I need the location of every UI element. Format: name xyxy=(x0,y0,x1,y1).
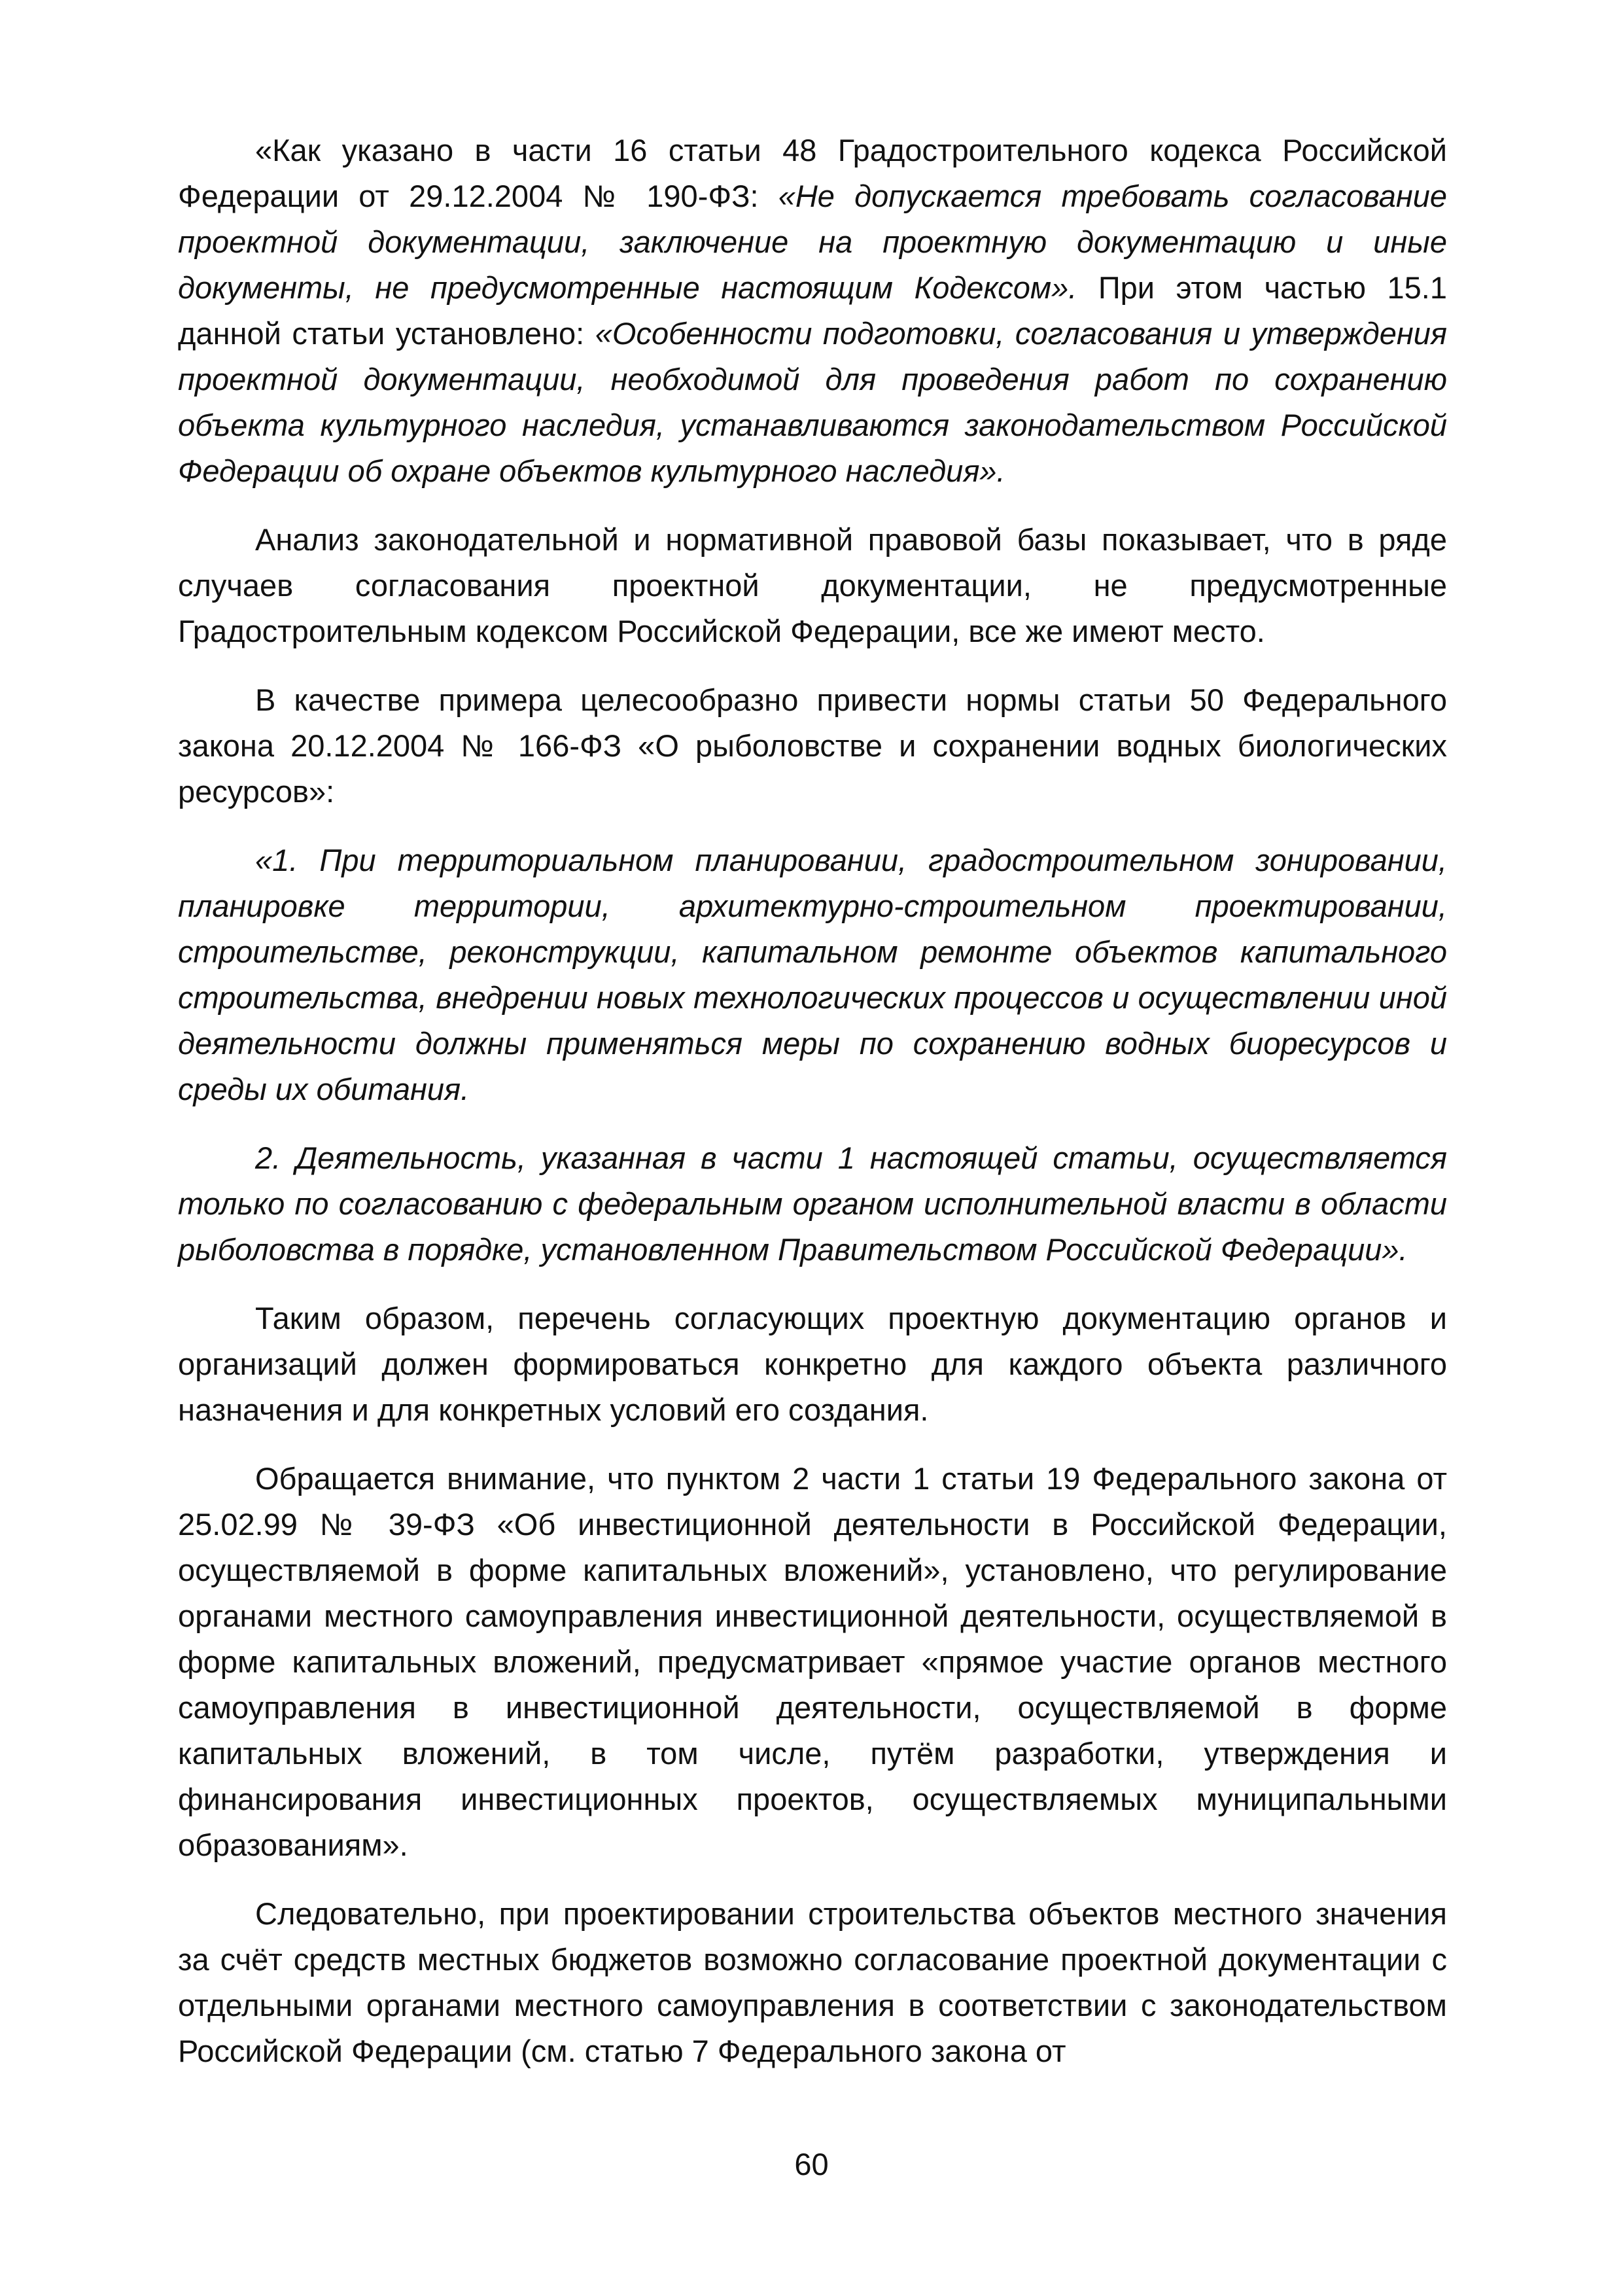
paragraph-1-text-c: При этом частью 15.1 данной статьи установлено: xyxy=(178,270,1448,351)
quoted-clause-1-text: «1. При территориальном планировании, градостроительном зонировании, планировке территории, архитектурно-строительном проектировании, строительстве, реконструкции, капитальном ремонте объектов капитального строительства, внедрении новых технологических процессов и осуществлении иной деятельности должны применяться меры по сохранению водных биоресурсов и среды их обитания. xyxy=(178,843,1447,1106)
quoted-clause-1 xyxy=(178,838,1447,1112)
paragraph-1-text-a: «Как указано в части 16 статьи 48 Градостроительного кодекса Российской Федерации от 29.12.2004 № 190-ФЗ: xyxy=(178,133,1447,213)
page-number: 60 xyxy=(794,2147,829,2181)
quoted-clause-2 xyxy=(178,1135,1447,1273)
paragraph-2: Анализ законодательной и нормативной правовой базы показывает, что в ряде случаев согласования проектной документации, не предусмотренные Градостроительным кодексом Российской Федерации, все же имеют место. xyxy=(178,522,1447,648)
paragraph-7: Обращается внимание, что пунктом 2 части 1 статьи 19 Федерального закона от 25.02.99 № 39-ФЗ «Об инвестиционной деятельности в Российской Федерации, осуществляемой в форме капитальных вложений», установлено, что регулирование органами местного самоуправления инвестиционной деятельности, осуществляемой в форме капитальных вложений, предусматривает «прямое участие органов местного самоуправления в инвестиционной деятельности, осуществляемой в форме капитальных вложений, в том числе, путём разработки, утверждения и финансирования инвестиционных проектов, осуществляемых муниципальными образованиям». xyxy=(178,1461,1447,1862)
paragraph-6: Таким образом, перечень согласующих проектную документацию органов и организаций должен формироваться конкретно для каждого объекта различного назначения и для конкретных условий его создания. xyxy=(178,1301,1447,1427)
paragraph-8: Следовательно, при проектировании строительства объектов местного значения за счёт средств местных бюджетов возможно согласование проектной документации с отдельными органами местного самоуправления в соответствии с законодательством Российской Федерации (см. статью 7 Федерального закона от xyxy=(178,1896,1447,2068)
paragraph-1-quote-2: «Особенности подготовки, согласования и утверждения проектной документации, необходимой для проведения работ по сохранению объекта культурного наследия, устанавливаются законодательством Российской Федерации об охране объектов культурного наследия». xyxy=(178,316,1447,488)
paragraph-3: В качестве примера целесообразно привести нормы статьи 50 Федерального закона 20.12.2004 № 166-ФЗ «О рыболовстве и сохранении водных биологических ресурсов»: xyxy=(178,682,1447,809)
paragraph-1-quote-1: «Не допускается требовать согласование проектной документации, заключение на проектную документацию и иные документы, не предусмотренные настоящим Кодексом». xyxy=(178,179,1447,305)
quoted-clause-2-text: 2. Деятельность, указанная в части 1 настоящей статьи, осуществляется только по согласованию с федеральным органом исполнительной власти в области рыболовства в порядке, установленном Правительством Российской Федерации». xyxy=(178,1140,1447,1267)
paragraph-1 xyxy=(178,128,1447,494)
document-page xyxy=(178,128,1447,2097)
